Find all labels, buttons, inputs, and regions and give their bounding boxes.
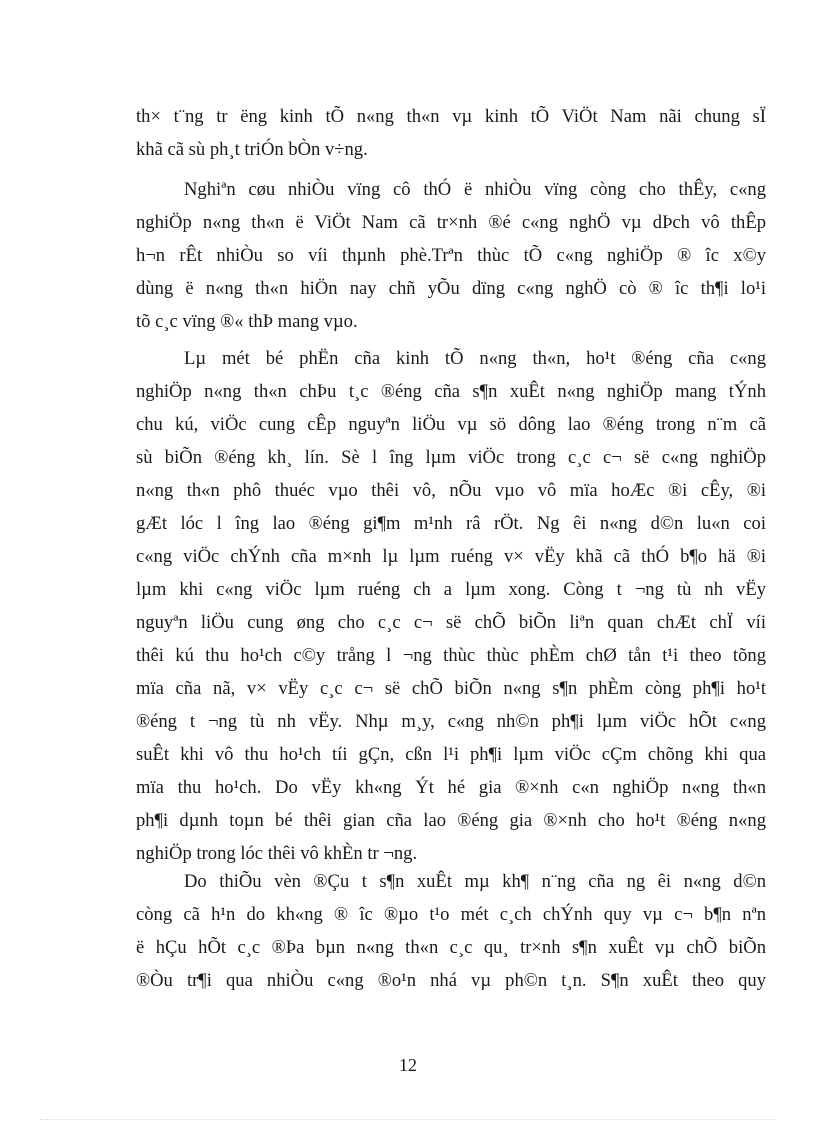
page-bottom-divider [40, 1119, 776, 1120]
text-line: nghiÖp n«ng th«n ë ViÖt Nam cã tr×nh ®é c«ng nghÖ vµ dÞch vô thÊp [136, 212, 766, 233]
text-line: nghiÖp trong lóc thêi vô khÈn tr ¬ng. [136, 843, 418, 864]
text-line: tõ c¸c vïng ®« thÞ mang vµo. [136, 311, 358, 332]
text-line: gÆt lóc l îng lao ®éng gi¶m m¹nh râ rÖt. Ng êi n«ng d©n lu«n coi [136, 513, 766, 534]
text-line: ®éng t ¬ng tù nh vËy. Nhµ m¸y, c«ng nh©n ph¶i lµm viÖc hÕt c«ng [136, 711, 766, 732]
text-line: ph¶i dµnh toµn bé thêi gian cña lao ®éng gia ®×nh cho ho¹t ®éng n«ng [136, 810, 766, 831]
text-line: suÊt khi vô thu ho¹ch tíi gÇn, cßn l¹i ph¶i lµm viÖc cÇm chõng khi qua [136, 744, 766, 765]
text-line: Do thiÕu vèn ®Çu t s¶n xuÊt mµ kh¶ n¨ng cña ng êi n«ng d©n [184, 871, 766, 892]
text-line: ®Òu tr¶i qua nhiÒu c«ng ®o¹n nhá vµ ph©n t¸n. S¶n xuÊt theo quy [136, 970, 766, 991]
text-line: n«ng th«n phô thuéc vµo thêi vô, nÕu vµo vô mïa hoÆc ®i cÊy, ®i [136, 480, 766, 501]
text-line: Lµ mét bé phËn cña kinh tÕ n«ng th«n, ho¹t ®éng cña c«ng [184, 348, 766, 369]
page-number: 12 [399, 1055, 417, 1075]
text-line: khã cã sù ph¸t triÓn bÒn v÷ng. [136, 139, 368, 160]
text-line: ë hÇu hÕt c¸c ®Þa bµn n«ng th«n c¸c qu¸ tr×nh s¶n xuÊt vµ chÕ biÕn [136, 937, 766, 958]
text-line: thêi kú thu ho¹ch c©y trång l ¬ng thùc thùc phÈm chØ tån t¹i theo tõng [136, 645, 766, 666]
text-line: chu kú, viÖc cung cÊp nguyªn liÖu vµ sö dông lao ®éng trong n¨m cã [136, 414, 766, 435]
text-line: c«ng viÖc chÝnh cña m×nh lµ lµm ruéng v× vËy khã cã thÓ b¶o hä ®i [136, 546, 766, 567]
text-line: mïa cña nã, v× vËy c¸c c¬ së chÕ biÕn n«ng s¶n phÈm còng ph¶i ho¹t [136, 678, 766, 699]
text-line: th× t¨ng tr ëng kinh tÕ n«ng th«n vµ kinh tÕ ViÖt Nam nãi chung sÏ [136, 106, 766, 127]
text-line: nghiÖp n«ng th«n chÞu t¸c ®éng cña s¶n xuÊt n«ng nghiÖp mang tÝnh [136, 381, 766, 402]
text-line: dùng ë n«ng th«n hiÖn nay chñ yÕu dïng c«ng nghÖ cò ® îc th¶i lo¹i [136, 278, 766, 299]
text-line: h¬n rÊt nhiÒu so víi thµnh phè.Trªn thùc tÕ c«ng nghiÖp ® îc x©y [136, 245, 766, 266]
text-line: sù biÕn ®éng kh¸ lín. Sè l îng lµm viÖc trong c¸c c¬ së c«ng nghiÖp [136, 447, 766, 468]
text-line: còng cã h¹n do kh«ng ® îc ®µo t¹o mét c¸ch chÝnh quy vµ c¬ b¶n nªn [136, 904, 766, 925]
text-line: mïa thu ho¹ch. Do vËy kh«ng Ýt hé gia ®×nh c«n nghiÖp n«ng th«n [136, 777, 766, 798]
text-line: lµm khi c«ng viÖc lµm ruéng ch a lµm xong. Còng t ¬ng tù nh vËy [136, 579, 766, 600]
text-line: Nghiªn cøu nhiÒu vïng cô thÓ ë nhiÒu vïng còng cho thÊy, c«ng [184, 179, 766, 200]
text-line: nguyªn liÖu cung øng cho c¸c c¬ së chÕ biÕn liªn quan chÆt chÏ víi [136, 612, 766, 633]
